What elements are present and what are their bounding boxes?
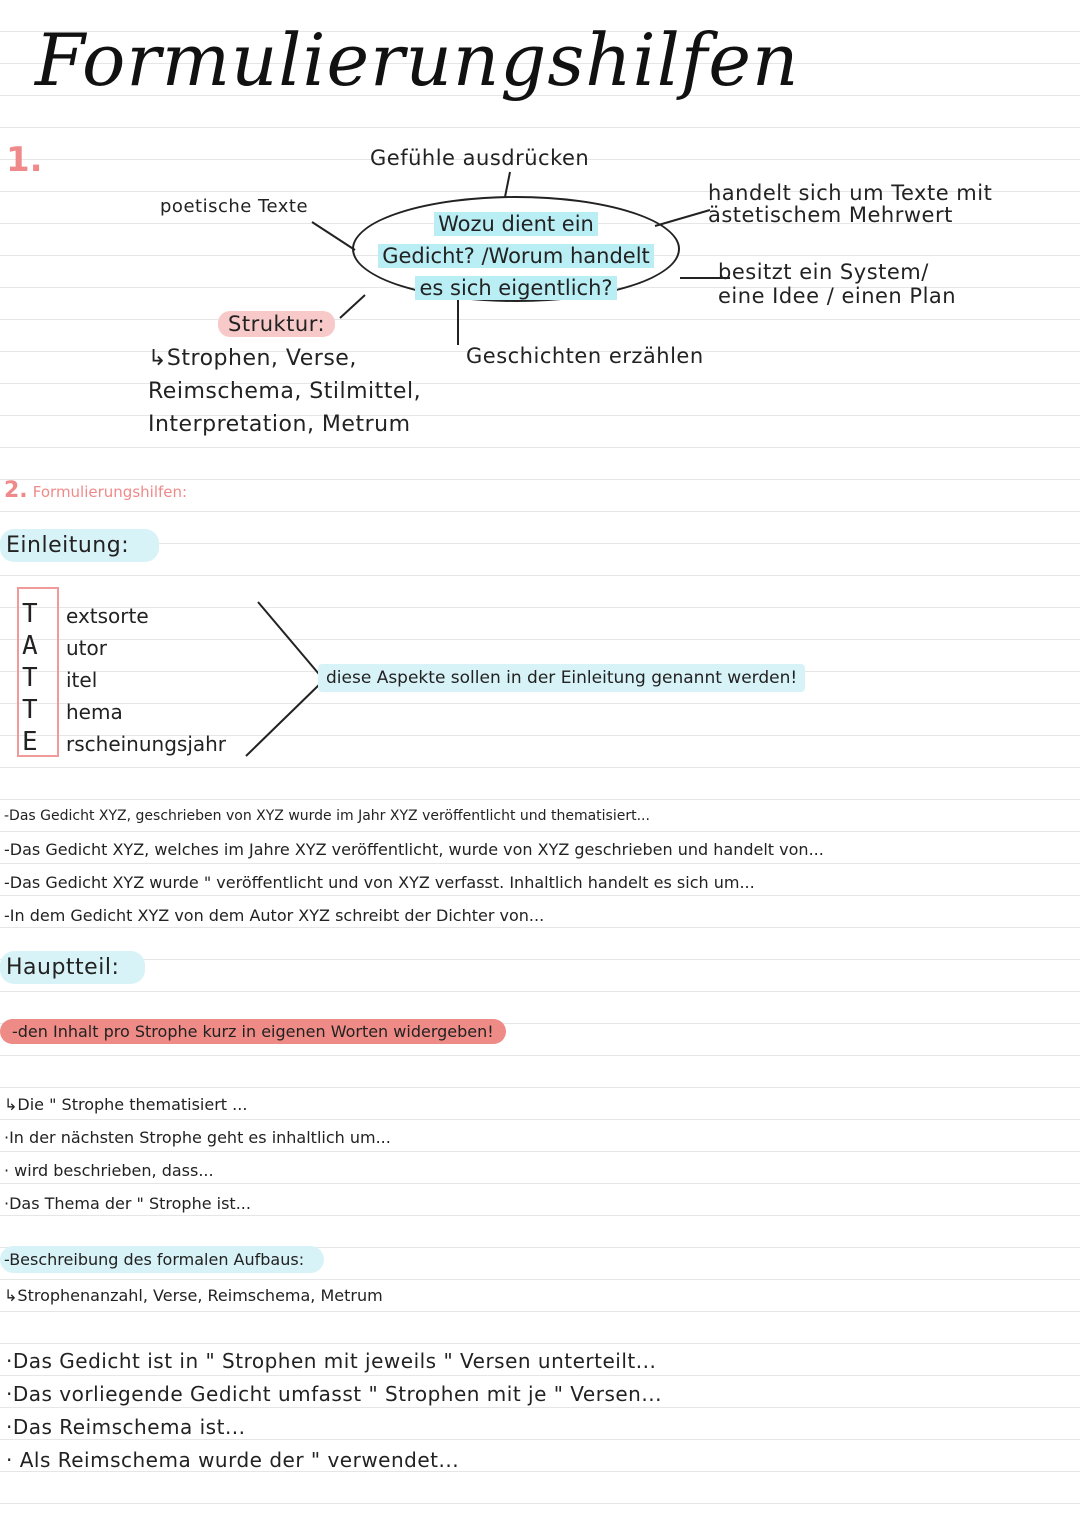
tatte-rest-5: rscheinungsjahr xyxy=(66,732,227,756)
tatte-rest-2: utor xyxy=(66,636,107,660)
section-2-number: 2. xyxy=(4,478,28,503)
structure-label: Struktur: xyxy=(218,312,335,336)
structure-item-2: Reimschema, Stilmittel, xyxy=(148,379,422,404)
main-task-1: -den Inhalt pro Strophe kurz in eigenen Worten widergeben! xyxy=(0,1022,506,1041)
intro-phrase-2: -Das Gedicht XYZ, welches im Jahre XYZ veröffentlicht, wurde von XYZ geschrieben und handelt von... xyxy=(4,840,824,859)
main-phrase-3: · wird beschrieben, dass... xyxy=(4,1161,214,1180)
intro-phrase-3: -Das Gedicht XYZ wurde " veröffentlicht und von XYZ verfasst. Inhaltlich handelt es sich um... xyxy=(4,873,755,892)
structure-list xyxy=(148,342,421,441)
main-phrases-2 xyxy=(6,1345,662,1477)
mindmap-bottom-label: Geschichten erzählen xyxy=(466,344,704,368)
tatte-letter-4: T xyxy=(22,695,38,725)
central-question-line-3: es sich eigentlich? xyxy=(415,276,616,300)
section-1-number: 1. xyxy=(6,140,43,180)
central-question-line-1: Wozu dient ein xyxy=(434,212,598,236)
section-2-label: Formulierungshilfen: xyxy=(32,483,188,501)
tatte-chevron xyxy=(240,598,330,760)
tatte-rest-3: itel xyxy=(66,668,98,692)
main-phrase-4: ·Das Thema der " Strophe ist... xyxy=(4,1194,251,1213)
central-question xyxy=(352,208,680,304)
tatte-rest-4: hema xyxy=(66,700,123,724)
page-title: Formulierungshilfen xyxy=(35,18,800,102)
central-question-line-2: Gedicht? /Worum handelt xyxy=(378,244,654,268)
main-task-2: -Beschreibung des formalen Aufbaus: xyxy=(0,1250,324,1269)
intro-heading: Einleitung: xyxy=(0,533,159,558)
structure-item-1: ↳Strophen, Verse, xyxy=(148,346,357,371)
right-bottom-line-1: besitzt ein System/ xyxy=(718,260,929,284)
mindmap-right-top xyxy=(708,182,992,226)
form-phrase-3: ·Das Reimschema ist... xyxy=(6,1415,246,1439)
form-phrase-4: · Als Reimschema wurde der " verwendet... xyxy=(6,1448,460,1472)
tatte-rest-1: extsorte xyxy=(66,604,149,628)
intro-phrase-1: -Das Gedicht XYZ, geschrieben von XYZ wurde im Jahr XYZ veröffentlicht und thematisiert... xyxy=(4,808,650,824)
structure-item-3: Interpretation, Metrum xyxy=(148,412,411,437)
main-task-2-sub: ↳Strophenanzahl, Verse, Reimschema, Metrum xyxy=(4,1286,383,1305)
right-bottom-line-2: eine Idee / einen Plan xyxy=(718,284,957,308)
tatte-letter-3: T xyxy=(22,663,38,693)
main-phrase-1: ↳Die " Strophe thematisiert ... xyxy=(4,1095,248,1114)
intro-phrases xyxy=(4,800,824,932)
right-top-line-1: handelt sich um Texte mit xyxy=(708,181,993,205)
intro-note: diese Aspekte sollen in der Einleitung genannt werden! xyxy=(318,668,805,688)
main-phrases-1 xyxy=(4,1088,391,1220)
tatte-letter-2: A xyxy=(22,631,38,661)
mindmap-right-bottom xyxy=(718,260,956,308)
intro-phrase-4: -In dem Gedicht XYZ von dem Autor XYZ schreibt der Dichter von... xyxy=(4,906,545,925)
form-phrase-1: ·Das Gedicht ist in " Strophen mit jeweils " Versen unterteilt... xyxy=(6,1349,657,1373)
main-heading: Hauptteil: xyxy=(0,955,145,980)
main-phrase-2: ·In der nächsten Strophe geht es inhaltlich um... xyxy=(4,1128,391,1147)
section-2-heading xyxy=(4,478,187,503)
tatte-letter-5: E xyxy=(22,727,38,757)
right-top-line-2: ästetischem Mehrwert xyxy=(708,203,953,227)
form-phrase-2: ·Das vorliegende Gedicht umfasst " Strophen mit je " Versen... xyxy=(6,1382,662,1406)
mindmap-left-label: poetische Texte xyxy=(160,196,309,217)
mindmap-top-label: Gefühle ausdrücken xyxy=(370,146,590,170)
tatte-letter-1: T xyxy=(22,599,38,629)
